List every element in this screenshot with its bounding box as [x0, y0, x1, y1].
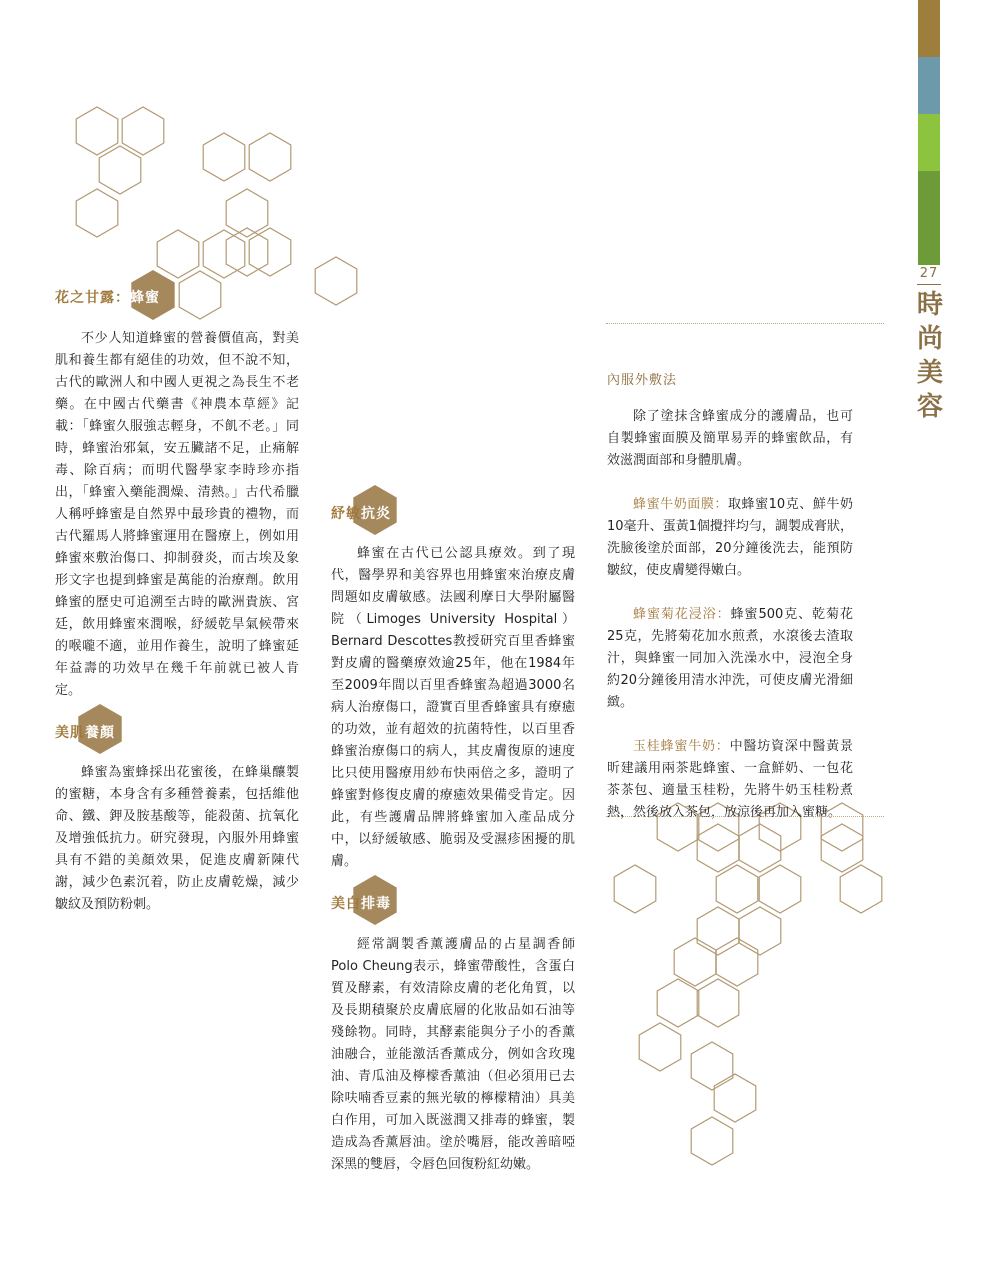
hexagon-outline	[674, 938, 716, 986]
page-number: 27	[919, 266, 939, 281]
section-title-char: 時	[916, 290, 943, 320]
hexagon-outline	[157, 230, 199, 278]
hexagon-outline	[691, 1117, 733, 1165]
recipe-text: 中醫坊資深中醫黃景昕建議用兩茶匙蜂蜜、一盒鮮奶、一包花茶茶包、適量玉桂粉，先將牛奶玉桂粉煮熱，然後放入茶包，放涼後再加入蜜糖。	[607, 739, 853, 820]
recipe-item	[607, 494, 853, 582]
hexagon-outline	[179, 271, 221, 319]
hexagon-outline	[203, 133, 245, 181]
hexagon-outline	[840, 865, 882, 913]
hexagon-outline	[226, 189, 268, 237]
hexagon-outline	[739, 907, 781, 955]
paragraph-beauty: 蜂蜜為蜜蜂採出花蜜後，在蜂巢釀製的蜜糖，本身含有多種營養素，包括維他命、鐵、鉀及胺基酸等，能殺菌、抗氧化及增強低抗力。研究發現，內服外用蜂蜜具有不錯的美顏效果，促進皮膚新陳代謝，減少色素沉着，防止皮膚乾燥，減少皺紋及預防粉刺。	[55, 765, 299, 912]
recipe-name: 玉桂蜂蜜牛奶：	[633, 739, 730, 754]
hexagon-outline	[122, 107, 164, 155]
paragraph-whiten: 經常調製香薰護膚品的占星調香師Polo Cheung表示，蜂蜜帶酸性，含蛋白質及酵素，有效清除皮膚的老化角質，以及長期積聚於皮膚底層的化妝品如石油等殘餘物。同時，其酵素能與分子小的香薰油融合，並能激活香薰成分，例如含玫瑰油、青瓜油及檸檬香薰油（但必須用已去除呋喃香豆素的無光敏的檸檬精油）具美白作用，可加入既滋潤又排毒的蜂蜜，製造成為香薰唇油。塗於嘴唇，能改善暗啞深黑的雙唇，令唇色回復粉紅幼嫩。	[331, 937, 575, 1172]
hexagon-outline	[315, 257, 357, 305]
paragraph-soothe: 蜂蜜在古代已公認具療效。到了現代，醫學界和美容界也用蜂蜜來治療皮膚問題如皮膚敏感。法國利摩日大學附屬醫院（Limoges University Hospital）Bernard Descottes教授研究百里香蜂蜜對皮膚的醫藥療效逾25年，他在1984年至2009年間以百里香蜂蜜為超過3000名病人治療傷口，證實百里香蜂蜜具有療癒的功效，並有超效的抗菌特性，以百里香蜂蜜治療傷口的病人，其皮膚復原的速度比只使用醫療用紗布快兩倍之多，證明了蜂蜜對修復皮膚的療癒效果備受肯定。因此，有些護膚品牌將蜂蜜加入產品成分中，以紓緩敏感、脆弱及受濕疹困擾的肌膚。	[331, 546, 575, 869]
hexagon-outline	[697, 979, 739, 1027]
heading-beauty: 美肌養顏	[55, 725, 115, 741]
recipe-item	[607, 736, 853, 824]
recipe-item	[607, 604, 853, 714]
hexagon-outline	[697, 824, 739, 872]
recipe-text: 蜂蜜500克、乾菊花25克，先將菊花加水煎煮，水滾後去渣取汁，與蜂蜜一同加入洗澡水中，浸泡全身約20分鐘後用清水沖洗，可使皮膚光滑細緻。	[607, 607, 853, 710]
hexagon-outline	[821, 824, 863, 872]
heading-whiten: 美白排毒	[331, 896, 391, 912]
divider-bottom	[606, 816, 884, 817]
section-title-char: 尚	[916, 324, 943, 354]
hexagon-outline	[99, 146, 141, 194]
recipe-text: 取蜂蜜10克、鮮牛奶10毫升、蛋黃1個攪拌均勻，調製成膏狀，洗臉後塗於面部，20分鐘後洗去，能預防皺紋，使皮膚變得嫩白。	[607, 497, 853, 578]
hexagon-outline	[614, 865, 656, 913]
paragraph-nectar: 不少人知道蜂蜜的營養價值高，對美肌和養生都有絕佳的功效，但不說不知，古代的歐洲人和中國人更視之為長生不老藥。在中國古代藥書《神農本草經》記載：「蜂蜜久服強志輕身，不飢不老。」同時，蜂蜜治邪氣，安五臟諸不足，止痛解毒、除百病；而明代醫學家李時珍亦指出，「蜂蜜入藥能潤燥、清熱。」古代希臘人稱呼蜂蜜是自然界中最珍貴的禮物，而古代羅馬人將蜂蜜運用在醫療上，例如用蜂蜜來敷治傷口、抑制發炎，而古埃及象形文字也提到蜂蜜是萬能的治療劑。飲用蜂蜜的歷史可追溯至古時的歐洲貴族、宮廷，飲用蜂蜜來潤喉，紓緩乾旱氣候帶來的喉嚨不適，並用作養生，說明了蜂蜜延年益壽的功效早在幾千年前就已被人肯定。	[55, 331, 299, 698]
hexagon-outline	[657, 979, 699, 1027]
hexagon-outline	[639, 1023, 681, 1071]
hexagon-outline	[76, 107, 118, 155]
hexagon-outline	[714, 1074, 756, 1122]
methods-intro: 除了塗抹含蜂蜜成分的護膚品，也可自製蜂蜜面膜及簡單易弄的蜂蜜飲品，有效滋潤面部和身體肌膚。	[607, 409, 853, 468]
hexagon-outline	[759, 865, 801, 913]
recipe-name: 蜂蜜菊花浸浴：	[633, 607, 731, 622]
paragraph-methods	[607, 406, 853, 824]
hexagon-outline	[691, 1042, 733, 1090]
heading-nectar: 花之甘露：蜂蜜	[55, 290, 160, 306]
hexagon-outline	[249, 133, 291, 181]
hexagon-outline	[697, 907, 739, 955]
hexagon-outline	[76, 189, 118, 237]
hexagon-outline	[716, 938, 758, 986]
hexagon-outline	[716, 865, 758, 913]
hexagon-outline	[249, 228, 291, 276]
heading-methods: 內服外敷法	[607, 373, 678, 388]
recipe-name: 蜂蜜牛奶面膜：	[633, 497, 728, 512]
section-title-char: 容	[916, 392, 943, 422]
section-title-char: 美	[916, 358, 943, 388]
heading-soothe: 紓敏抗炎	[331, 506, 391, 522]
divider-top	[606, 323, 884, 324]
